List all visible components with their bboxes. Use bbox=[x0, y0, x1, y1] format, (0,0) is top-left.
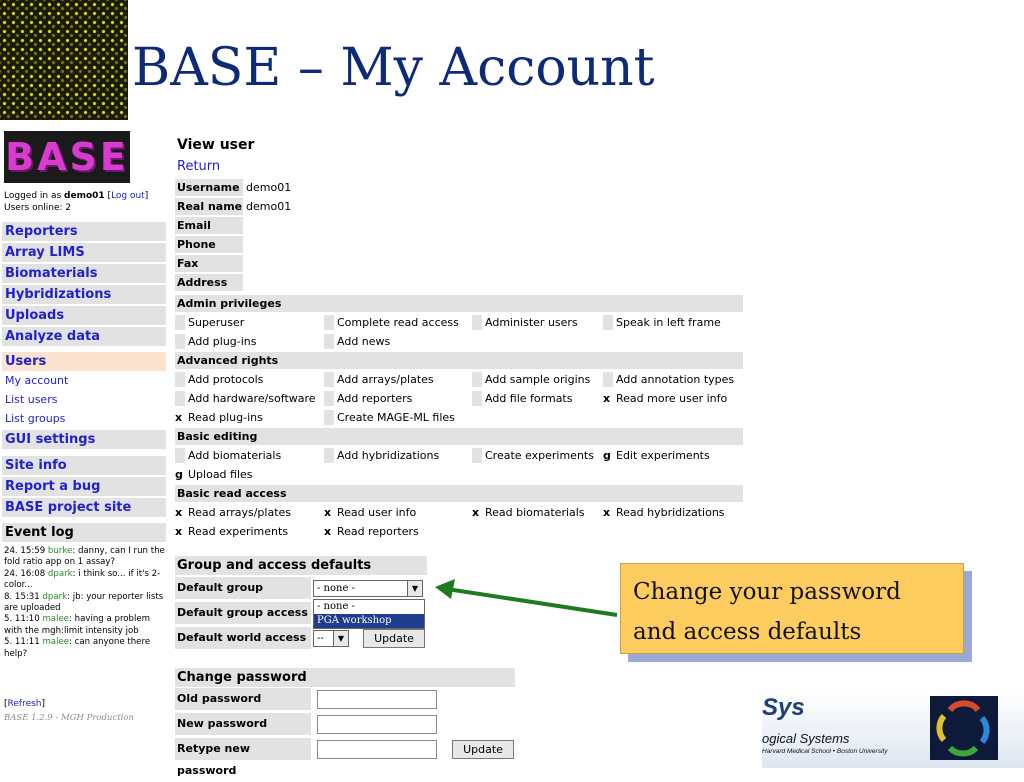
callout-box: Change your password and access defaults bbox=[620, 563, 964, 654]
perm-speak-left-frame: Speak in left frame bbox=[603, 314, 721, 331]
perm-upload-files: g Upload files bbox=[175, 468, 253, 481]
fax-label: Fax bbox=[175, 255, 243, 272]
basic-read-heading: Basic read access bbox=[175, 485, 743, 502]
new-password-label: New password bbox=[175, 713, 311, 735]
version-text: BASE 1.2.9 - MGH Production bbox=[4, 713, 134, 723]
perm-complete-read: Complete read access bbox=[324, 314, 459, 331]
logout-link[interactable]: Log out bbox=[111, 191, 145, 201]
username-value: demo01 bbox=[246, 181, 292, 194]
address-label: Address bbox=[175, 274, 243, 291]
perm-add-hardware: Add hardware/software bbox=[175, 390, 316, 407]
default-group-access-label: Default group access bbox=[175, 602, 311, 624]
event-entry: 8. 15:31 dpark: jb: your reporter lists are uploaded bbox=[4, 591, 164, 614]
update-defaults-button[interactable]: Update bbox=[363, 629, 425, 648]
chevron-down-icon: ▼ bbox=[333, 631, 348, 646]
update-password-button[interactable]: Update bbox=[452, 740, 514, 759]
perm-add-arrays: Add arrays/plates bbox=[324, 371, 434, 388]
perm-read-biomaterials: x Read biomaterials bbox=[472, 506, 585, 519]
nav-my-account[interactable]: My account bbox=[5, 374, 69, 387]
perm-add-annotation-types: Add annotation types bbox=[603, 371, 734, 388]
sys-logo-line2: Harvard Medical School • Boston University bbox=[762, 748, 888, 755]
username-label: Username bbox=[175, 179, 243, 196]
realname-label: Real name bbox=[177, 200, 243, 213]
nav-biomaterials[interactable]: Biomaterials bbox=[2, 264, 166, 283]
default-group-select[interactable]: - none - ▼ bbox=[313, 580, 423, 597]
return-link[interactable]: Return bbox=[177, 159, 221, 174]
nav-hybridizations[interactable]: Hybridizations bbox=[2, 285, 166, 304]
nav-site-info[interactable]: Site info bbox=[2, 456, 166, 475]
old-password-label: Old password bbox=[175, 688, 311, 710]
sidebar bbox=[0, 127, 170, 768]
perm-superuser: Superuser bbox=[175, 314, 244, 331]
nav-list-groups[interactable]: List groups bbox=[5, 412, 66, 425]
default-world-access-label: Default world access bbox=[175, 627, 311, 649]
perm-create-experiments: Create experiments bbox=[472, 447, 594, 464]
event-entry: 5. 11:11 malee: can anyone there help? bbox=[4, 637, 151, 659]
perm-add-biomaterials: Add biomaterials bbox=[175, 447, 281, 464]
advanced-rights-heading: Advanced rights bbox=[175, 352, 743, 369]
perm-read-arrays: x Read arrays/plates bbox=[175, 506, 292, 519]
perm-read-experiments: x Read experiments bbox=[175, 525, 289, 538]
nav-array-lims[interactable]: Array LIMS bbox=[2, 243, 166, 262]
retype-password-label: Retype new password bbox=[175, 738, 311, 760]
dropdown-option-none[interactable]: - none - bbox=[317, 601, 355, 612]
slide-title: BASE – My Account bbox=[132, 38, 655, 98]
perm-add-plugins: Add plug-ins bbox=[175, 333, 257, 350]
perm-read-reporters: x Read reporters bbox=[324, 525, 419, 538]
microarray-decoration bbox=[0, 0, 128, 120]
event-log-heading: Event log bbox=[2, 523, 166, 542]
main-content bbox=[174, 127, 762, 777]
perm-read-hybridizations: x Read hybridizations bbox=[603, 506, 725, 519]
default-group-label: Default group bbox=[175, 577, 311, 599]
group-defaults-heading: Group and access defaults bbox=[175, 556, 427, 575]
perm-read-more-user-info: x Read more user info bbox=[603, 392, 728, 405]
nav-analyze-data[interactable]: Analyze data bbox=[2, 327, 166, 346]
new-password-input[interactable] bbox=[317, 715, 437, 734]
perm-add-sample-origins: Add sample origins bbox=[472, 371, 590, 388]
login-info: Logged in as demo01 [Log out] Users online: 2 bbox=[4, 191, 149, 213]
callout-arrow bbox=[425, 575, 625, 625]
admin-privileges-heading: Admin privileges bbox=[175, 295, 743, 312]
nav-uploads[interactable]: Uploads bbox=[2, 306, 166, 325]
dropdown-option-pga-workshop[interactable]: PGA workshop bbox=[314, 614, 424, 628]
phone-label: Phone bbox=[175, 236, 243, 253]
retype-password-input[interactable] bbox=[317, 740, 437, 759]
default-group-dropdown[interactable] bbox=[313, 599, 425, 629]
perm-add-file-formats: Add file formats bbox=[472, 390, 572, 407]
nav-base-project-site[interactable]: BASE project site bbox=[2, 498, 166, 517]
sys-logo-image bbox=[930, 696, 998, 760]
event-entry: 5. 11:10 malee: having a problem with the mgh:limit intensity job bbox=[4, 614, 151, 636]
perm-create-mageml: Create MAGE-ML files bbox=[324, 409, 455, 426]
email-label: Email bbox=[175, 217, 243, 234]
nav-list-users[interactable]: List users bbox=[5, 393, 58, 406]
nav-users[interactable]: Users bbox=[2, 352, 166, 371]
perm-add-reporters: Add reporters bbox=[324, 390, 412, 407]
sys-logo-text: Sys bbox=[762, 694, 805, 721]
basic-editing-heading: Basic editing bbox=[175, 428, 743, 445]
nav-gui-settings[interactable]: GUI settings bbox=[2, 430, 166, 449]
perm-add-hybridizations: Add hybridizations bbox=[324, 447, 439, 464]
event-log-list bbox=[4, 546, 168, 660]
perm-administer-users: Administer users bbox=[472, 314, 578, 331]
realname-value: demo01 bbox=[246, 200, 292, 213]
refresh-link[interactable]: Refresh bbox=[7, 699, 42, 709]
chevron-down-icon: ▼ bbox=[407, 581, 422, 596]
refresh-container: [Refresh] bbox=[4, 699, 46, 709]
nav-report-bug[interactable]: Report a bug bbox=[2, 477, 166, 496]
sys-logo-line1: ogical Systems bbox=[762, 731, 850, 746]
old-password-input[interactable] bbox=[317, 690, 437, 709]
base-screenshot bbox=[0, 127, 762, 777]
event-entry: 24. 16:08 dpark: i think so... if it's 2-color... bbox=[4, 568, 161, 591]
default-world-access-select[interactable]: -- ▼ bbox=[313, 630, 349, 647]
perm-add-news: Add news bbox=[324, 333, 390, 350]
nav-reporters[interactable]: Reporters bbox=[2, 222, 166, 241]
perm-read-user-info: x Read user info bbox=[324, 506, 417, 519]
page-title: View user bbox=[177, 137, 255, 153]
perm-read-plugins: x Read plug-ins bbox=[175, 411, 263, 424]
perm-edit-experiments: g Edit experiments bbox=[603, 449, 710, 462]
sys-logo bbox=[762, 690, 1024, 768]
change-password-heading: Change password bbox=[175, 668, 515, 687]
logged-in-user: demo01 bbox=[64, 191, 105, 201]
perm-add-protocols: Add protocols bbox=[175, 371, 263, 388]
base-logo: BASE bbox=[4, 131, 130, 183]
event-entry: 24. 15:59 burke: danny, can I run the fold ratio app on 1 assay? bbox=[4, 546, 165, 568]
